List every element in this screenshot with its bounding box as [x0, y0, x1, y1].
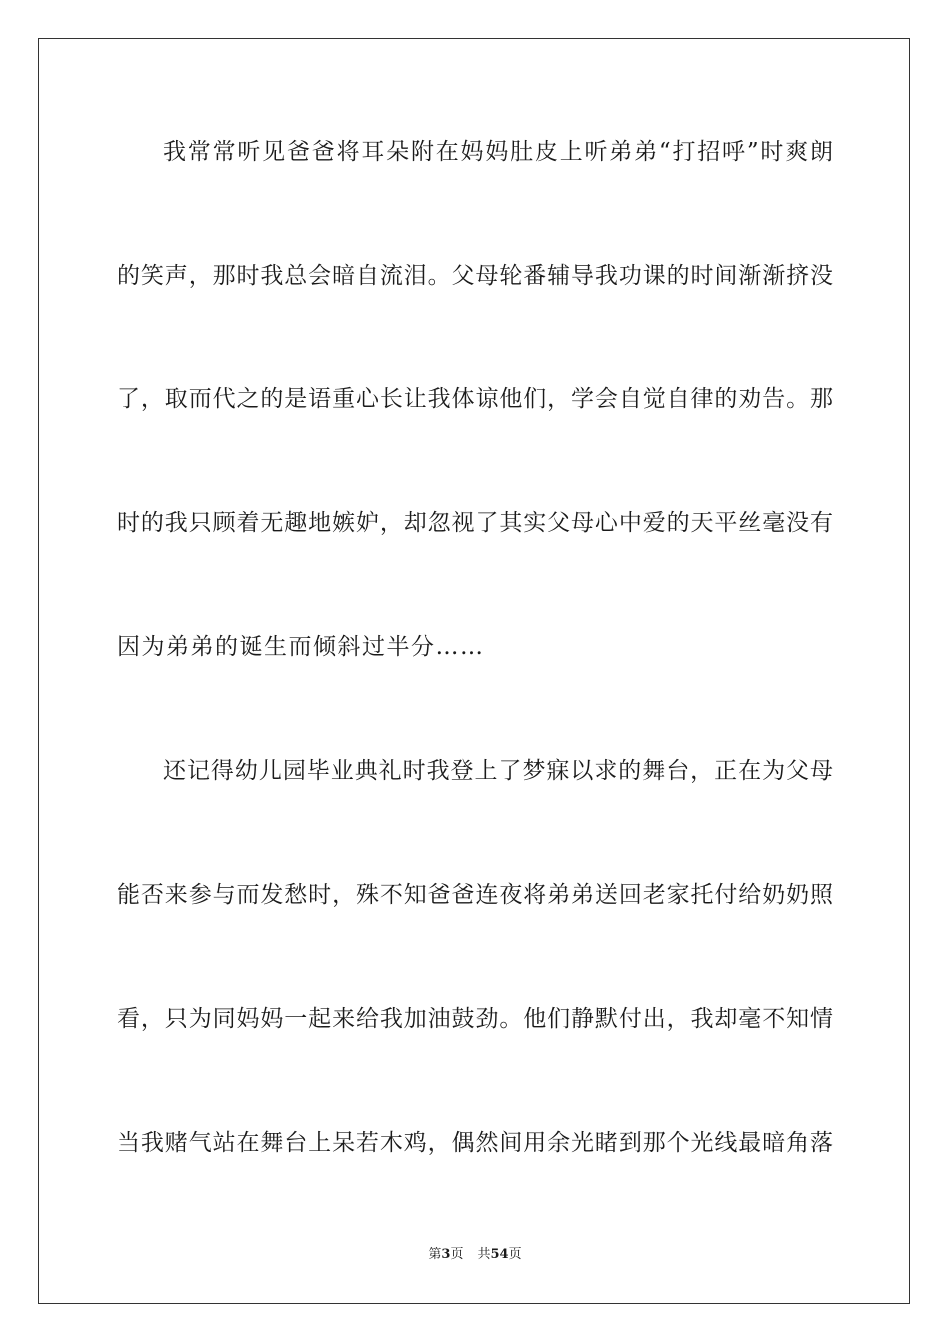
paragraph-line: 了，取而代之的是语重心长让我体谅他们，学会自觉自律的劝告。那	[117, 386, 833, 412]
total-prefix: 共	[477, 1247, 491, 1262]
page-footer	[0, 1246, 950, 1264]
page-suffix: 页	[450, 1247, 464, 1262]
paragraph-line: 能否来参与而发愁时，殊不知爸爸连夜将弟弟送回老家托付给奶奶照	[117, 882, 833, 908]
page-number: 3	[441, 1247, 451, 1262]
paragraph-line: 的笑声，那时我总会暗自流泪。父母轮番辅导我功课的时间渐渐挤没	[117, 263, 833, 289]
paragraph-line: 时的我只顾着无趣地嫉妒，却忽视了其实父母心中爱的天平丝毫没有	[117, 510, 833, 536]
paragraph-line: 看，只为同妈妈一起来给我加油鼓劲。他们静默付出，我却毫不知情	[117, 1006, 833, 1032]
paragraph-line: 还记得幼儿园毕业典礼时我登上了梦寐以求的舞台，正在为父母	[163, 758, 833, 784]
page-border	[38, 38, 910, 1304]
total-suffix: 页	[508, 1247, 522, 1262]
paragraph-line: 我常常听见爸爸将耳朵附在妈妈肚皮上听弟弟“打招呼”时爽朗	[163, 139, 833, 165]
page-prefix: 第	[428, 1247, 442, 1262]
total-pages: 54	[490, 1247, 509, 1262]
paragraph-line: 因为弟弟的诞生而倾斜过半分……	[117, 634, 485, 660]
paragraph-line: 当我赌气站在舞台上呆若木鸡，偶然间用余光睹到那个光线最暗角落	[117, 1130, 833, 1156]
